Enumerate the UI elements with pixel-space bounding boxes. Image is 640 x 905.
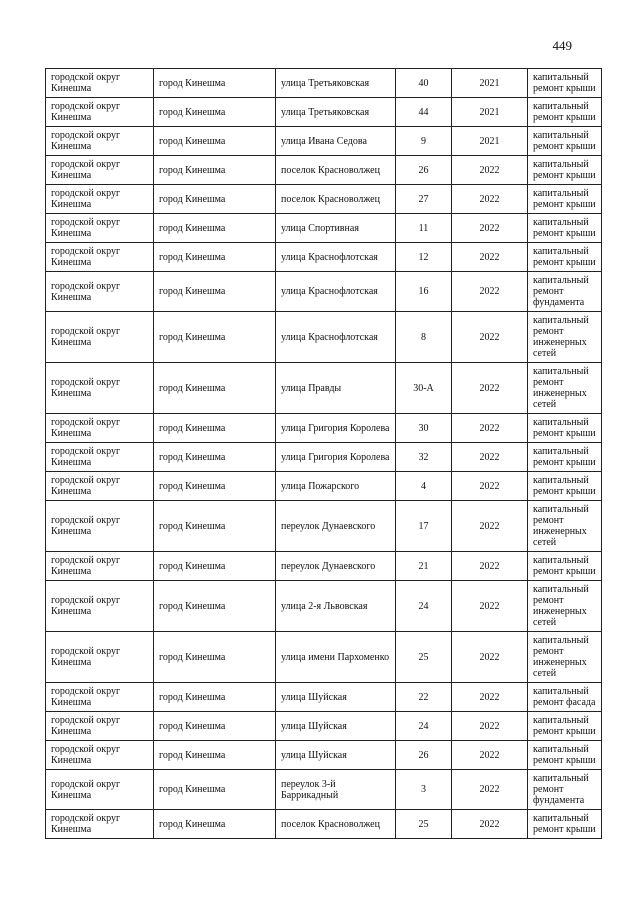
table-row bbox=[46, 156, 602, 185]
year-cell: 2022 bbox=[452, 501, 528, 552]
city-cell: город Кинешма bbox=[154, 272, 276, 312]
street-cell: улица Шуйская bbox=[276, 741, 396, 770]
work-type-cell: капитальный ремонт инженерных сетей bbox=[528, 501, 602, 552]
year-cell: 2022 bbox=[452, 272, 528, 312]
house-number-cell: 32 bbox=[396, 443, 452, 472]
house-number-cell: 3 bbox=[396, 770, 452, 810]
street-cell: улица Краснофлотская bbox=[276, 272, 396, 312]
table-row bbox=[46, 185, 602, 214]
work-type-cell: капитальный ремонт инженерных сетей bbox=[528, 581, 602, 632]
year-cell: 2022 bbox=[452, 472, 528, 501]
house-number-cell: 8 bbox=[396, 312, 452, 363]
table-row bbox=[46, 501, 602, 552]
city-cell: город Кинешма bbox=[154, 69, 276, 98]
street-cell: улица Спортивная bbox=[276, 214, 396, 243]
house-number-cell: 30 bbox=[396, 414, 452, 443]
year-cell: 2022 bbox=[452, 770, 528, 810]
year-cell: 2022 bbox=[452, 712, 528, 741]
street-cell: улица Шуйская bbox=[276, 712, 396, 741]
city-cell: город Кинешма bbox=[154, 501, 276, 552]
year-cell: 2022 bbox=[452, 243, 528, 272]
street-cell: улица Григория Королева bbox=[276, 443, 396, 472]
work-type-cell: капитальный ремонт фундамента bbox=[528, 770, 602, 810]
work-type-cell: капитальный ремонт фасада bbox=[528, 683, 602, 712]
table-row bbox=[46, 712, 602, 741]
work-type-cell: капитальный ремонт инженерных сетей bbox=[528, 363, 602, 414]
street-cell: улица Ивана Седова bbox=[276, 127, 396, 156]
house-number-cell: 9 bbox=[396, 127, 452, 156]
street-cell: улица Правды bbox=[276, 363, 396, 414]
city-cell: город Кинешма bbox=[154, 363, 276, 414]
year-cell: 2021 bbox=[452, 69, 528, 98]
house-number-cell: 25 bbox=[396, 810, 452, 839]
work-type-cell: капитальный ремонт крыши bbox=[528, 712, 602, 741]
work-type-cell: капитальный ремонт инженерных сетей bbox=[528, 312, 602, 363]
street-cell: улица Краснофлотская bbox=[276, 243, 396, 272]
work-type-cell: капитальный ремонт фундамента bbox=[528, 272, 602, 312]
street-cell: улица Григория Королева bbox=[276, 414, 396, 443]
municipality-cell: городской округ Кинешма bbox=[46, 69, 154, 98]
work-type-cell: капитальный ремонт крыши bbox=[528, 443, 602, 472]
city-cell: город Кинешма bbox=[154, 98, 276, 127]
municipality-cell: городской округ Кинешма bbox=[46, 127, 154, 156]
table-row bbox=[46, 472, 602, 501]
house-number-cell: 22 bbox=[396, 683, 452, 712]
street-cell: улица Краснофлотская bbox=[276, 312, 396, 363]
table-row bbox=[46, 214, 602, 243]
house-number-cell: 40 bbox=[396, 69, 452, 98]
work-type-cell: капитальный ремонт крыши bbox=[528, 552, 602, 581]
city-cell: город Кинешма bbox=[154, 810, 276, 839]
street-cell: улица Третьяковская bbox=[276, 98, 396, 127]
house-number-cell: 44 bbox=[396, 98, 452, 127]
street-cell: поселок Красноволжец bbox=[276, 810, 396, 839]
year-cell: 2022 bbox=[452, 632, 528, 683]
city-cell: город Кинешма bbox=[154, 632, 276, 683]
year-cell: 2022 bbox=[452, 683, 528, 712]
year-cell: 2022 bbox=[452, 552, 528, 581]
municipality-cell: городской округ Кинешма bbox=[46, 712, 154, 741]
table-row bbox=[46, 581, 602, 632]
municipality-cell: городской округ Кинешма bbox=[46, 770, 154, 810]
year-cell: 2021 bbox=[452, 98, 528, 127]
work-type-cell: капитальный ремонт крыши bbox=[528, 156, 602, 185]
page-number: 449 bbox=[552, 38, 572, 53]
table-row bbox=[46, 741, 602, 770]
year-cell: 2022 bbox=[452, 312, 528, 363]
registry-table-body bbox=[46, 69, 602, 839]
city-cell: город Кинешма bbox=[154, 312, 276, 363]
house-number-cell: 24 bbox=[396, 581, 452, 632]
table-row bbox=[46, 810, 602, 839]
street-cell: улица Шуйская bbox=[276, 683, 396, 712]
registry-table bbox=[45, 68, 602, 839]
street-cell: переулок 3-й Баррикадный bbox=[276, 770, 396, 810]
house-number-cell: 30-А bbox=[396, 363, 452, 414]
municipality-cell: городской округ Кинешма bbox=[46, 683, 154, 712]
municipality-cell: городской округ Кинешма bbox=[46, 185, 154, 214]
table-row bbox=[46, 552, 602, 581]
year-cell: 2022 bbox=[452, 581, 528, 632]
municipality-cell: городской округ Кинешма bbox=[46, 443, 154, 472]
municipality-cell: городской округ Кинешма bbox=[46, 632, 154, 683]
municipality-cell: городской округ Кинешма bbox=[46, 472, 154, 501]
table-row bbox=[46, 243, 602, 272]
work-type-cell: капитальный ремонт крыши bbox=[528, 214, 602, 243]
municipality-cell: городской округ Кинешма bbox=[46, 810, 154, 839]
year-cell: 2022 bbox=[452, 810, 528, 839]
municipality-cell: городской округ Кинешма bbox=[46, 414, 154, 443]
year-cell: 2022 bbox=[452, 414, 528, 443]
year-cell: 2022 bbox=[452, 363, 528, 414]
municipality-cell: городской округ Кинешма bbox=[46, 156, 154, 185]
street-cell: улица 2-я Львовская bbox=[276, 581, 396, 632]
work-type-cell: капитальный ремонт крыши bbox=[528, 472, 602, 501]
year-cell: 2022 bbox=[452, 741, 528, 770]
house-number-cell: 26 bbox=[396, 741, 452, 770]
year-cell: 2021 bbox=[452, 127, 528, 156]
city-cell: город Кинешма bbox=[154, 414, 276, 443]
city-cell: город Кинешма bbox=[154, 156, 276, 185]
municipality-cell: городской округ Кинешма bbox=[46, 501, 154, 552]
work-type-cell: капитальный ремонт крыши bbox=[528, 185, 602, 214]
house-number-cell: 4 bbox=[396, 472, 452, 501]
table-row bbox=[46, 272, 602, 312]
municipality-cell: городской округ Кинешма bbox=[46, 363, 154, 414]
street-cell: улица Третьяковская bbox=[276, 69, 396, 98]
city-cell: город Кинешма bbox=[154, 552, 276, 581]
table-row bbox=[46, 683, 602, 712]
municipality-cell: городской округ Кинешма bbox=[46, 98, 154, 127]
street-cell: переулок Дунаевского bbox=[276, 552, 396, 581]
house-number-cell: 21 bbox=[396, 552, 452, 581]
table-row bbox=[46, 312, 602, 363]
municipality-cell: городской округ Кинешма bbox=[46, 214, 154, 243]
city-cell: город Кинешма bbox=[154, 214, 276, 243]
work-type-cell: капитальный ремонт инженерных сетей bbox=[528, 632, 602, 683]
house-number-cell: 27 bbox=[396, 185, 452, 214]
street-cell: улица Пожарского bbox=[276, 472, 396, 501]
city-cell: город Кинешма bbox=[154, 185, 276, 214]
house-number-cell: 16 bbox=[396, 272, 452, 312]
city-cell: город Кинешма bbox=[154, 770, 276, 810]
table-row bbox=[46, 69, 602, 98]
house-number-cell: 24 bbox=[396, 712, 452, 741]
municipality-cell: городской округ Кинешма bbox=[46, 552, 154, 581]
work-type-cell: капитальный ремонт крыши bbox=[528, 69, 602, 98]
work-type-cell: капитальный ремонт крыши bbox=[528, 243, 602, 272]
municipality-cell: городской округ Кинешма bbox=[46, 243, 154, 272]
house-number-cell: 17 bbox=[396, 501, 452, 552]
city-cell: город Кинешма bbox=[154, 581, 276, 632]
work-type-cell: капитальный ремонт крыши bbox=[528, 741, 602, 770]
street-cell: улица имени Пархоменко bbox=[276, 632, 396, 683]
street-cell: поселок Красноволжец bbox=[276, 185, 396, 214]
work-type-cell: капитальный ремонт крыши bbox=[528, 414, 602, 443]
city-cell: город Кинешма bbox=[154, 472, 276, 501]
house-number-cell: 25 bbox=[396, 632, 452, 683]
year-cell: 2022 bbox=[452, 443, 528, 472]
municipality-cell: городской округ Кинешма bbox=[46, 312, 154, 363]
municipality-cell: городской округ Кинешма bbox=[46, 581, 154, 632]
city-cell: город Кинешма bbox=[154, 712, 276, 741]
year-cell: 2022 bbox=[452, 185, 528, 214]
house-number-cell: 11 bbox=[396, 214, 452, 243]
table-row bbox=[46, 98, 602, 127]
street-cell: поселок Красноволжец bbox=[276, 156, 396, 185]
municipality-cell: городской округ Кинешма bbox=[46, 272, 154, 312]
table-row bbox=[46, 443, 602, 472]
city-cell: город Кинешма bbox=[154, 243, 276, 272]
table-row bbox=[46, 127, 602, 156]
house-number-cell: 26 bbox=[396, 156, 452, 185]
work-type-cell: капитальный ремонт крыши bbox=[528, 810, 602, 839]
work-type-cell: капитальный ремонт крыши bbox=[528, 98, 602, 127]
table-row bbox=[46, 770, 602, 810]
city-cell: город Кинешма bbox=[154, 683, 276, 712]
year-cell: 2022 bbox=[452, 156, 528, 185]
city-cell: город Кинешма bbox=[154, 127, 276, 156]
city-cell: город Кинешма bbox=[154, 741, 276, 770]
city-cell: город Кинешма bbox=[154, 443, 276, 472]
street-cell: переулок Дунаевского bbox=[276, 501, 396, 552]
work-type-cell: капитальный ремонт крыши bbox=[528, 127, 602, 156]
year-cell: 2022 bbox=[452, 214, 528, 243]
table-row bbox=[46, 363, 602, 414]
municipality-cell: городской округ Кинешма bbox=[46, 741, 154, 770]
table-row bbox=[46, 414, 602, 443]
table-row bbox=[46, 632, 602, 683]
house-number-cell: 12 bbox=[396, 243, 452, 272]
